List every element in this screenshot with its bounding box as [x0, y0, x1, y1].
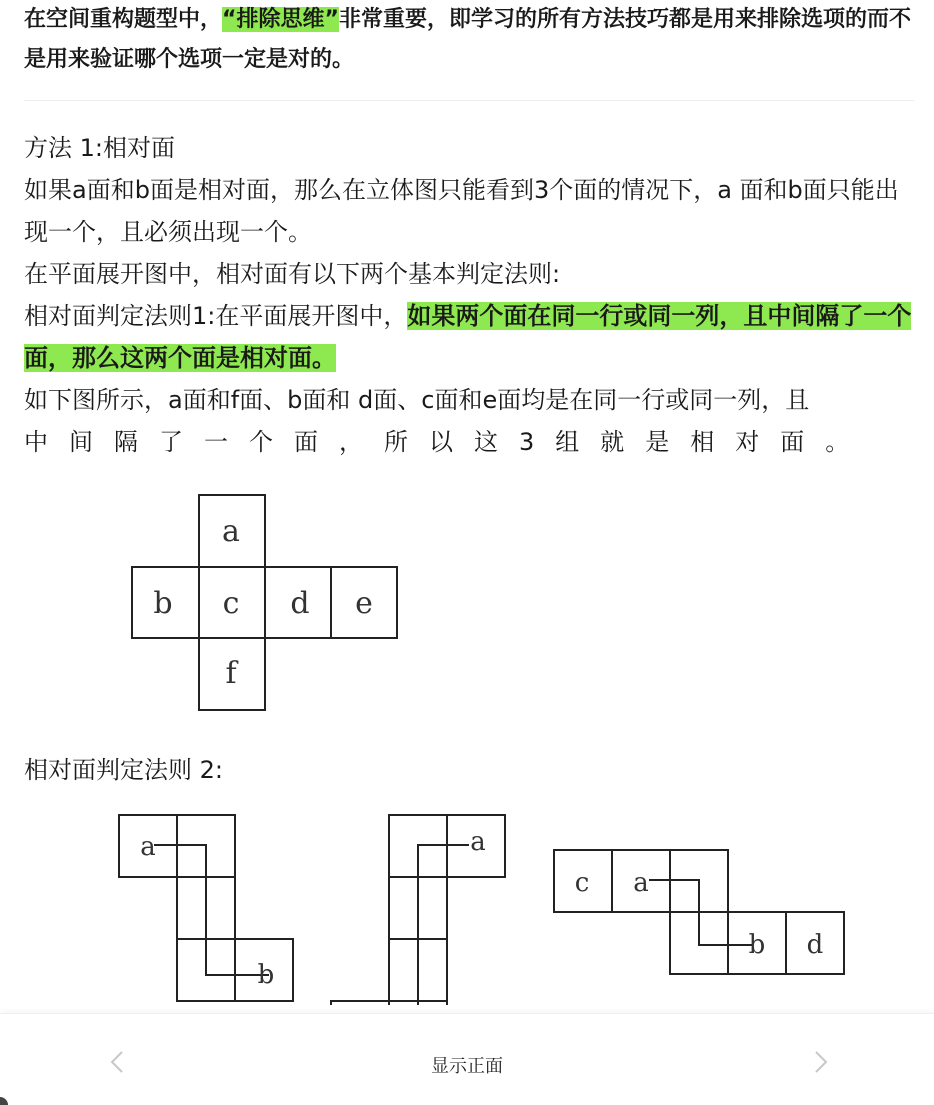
divider: [24, 100, 914, 101]
para3-line-2: 中间隔了一个面，所以这3组就是相对面。: [24, 428, 871, 456]
chevron-right-icon: [808, 1050, 832, 1074]
rule-1-paragraph: [24, 295, 914, 379]
label-c: c: [222, 586, 240, 621]
rule-2-title: 相对面判定法则 2:: [24, 756, 223, 784]
right-label-b: b: [748, 930, 766, 960]
label-f: f: [225, 656, 237, 691]
article-content: [24, 0, 914, 1005]
label-b: b: [153, 586, 173, 621]
net-figure-1: [24, 463, 914, 733]
label-d: d: [290, 586, 310, 621]
intro-text-1: 在空间重构题型中，: [24, 7, 223, 32]
intro-text-2: 非常重要，即学习的所有方法技巧都是用来排除选项的而不是用来验证哪个选项一定是对的。: [24, 7, 911, 72]
intro-highlight: “排除思维”: [222, 7, 339, 32]
net-figure-2: [24, 805, 914, 1005]
right-label-d: d: [806, 930, 824, 960]
method-paragraph-3: [24, 379, 914, 463]
method-title: 方法 1:相对面: [24, 134, 175, 162]
label-e: e: [355, 586, 373, 621]
label-a: a: [222, 514, 240, 549]
para3-line-1: 如下图所示，a面和f面、b面和 d面、c面和e面均是在同一行或同一列，且: [24, 386, 810, 414]
show-front-button[interactable]: 显示正面: [431, 1056, 503, 1077]
left-label-b: b: [257, 960, 275, 990]
right-label-c: c: [574, 868, 590, 898]
method-paragraph-2: 在平面展开图中，相对面有以下两个基本判定法则:: [24, 260, 561, 288]
left-label-a: a: [140, 832, 156, 862]
mid-label-a: a: [470, 827, 486, 857]
right-label-a: a: [633, 868, 649, 898]
rule-1-prefix: 相对面判定法则1:在平面展开图中，: [24, 302, 408, 330]
next-button[interactable]: [808, 1050, 832, 1074]
intro-paragraph: [24, 0, 914, 80]
rule-1-highlight: 如果两个面在同一行或同一列，且中间隔了一个面，那么这两个面是相对面。: [24, 302, 912, 372]
method-paragraph-1: 如果a面和b面是相对面，那么在立体图只能看到3个面的情况下，a 面和b面只能出现一个，且必须出现一个。: [24, 176, 899, 246]
left-connector: [154, 845, 269, 975]
bottom-toolbar: [0, 1013, 934, 1105]
mid-connector: [418, 845, 469, 1005]
